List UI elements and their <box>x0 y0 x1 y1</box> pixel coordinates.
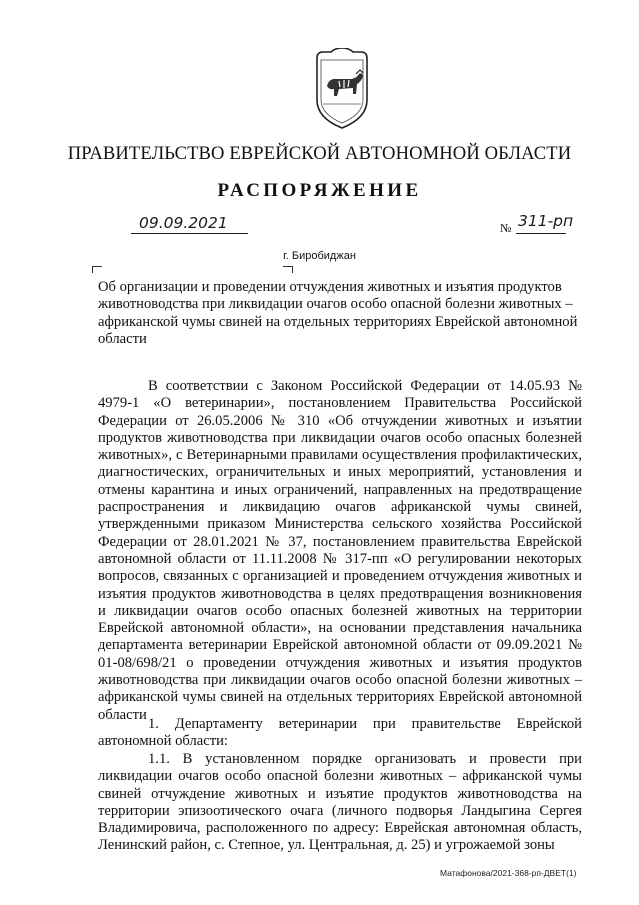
preamble-paragraph: В соответствии с Законом Российской Федерации от 14.05.93 № 4979-1 «О ветеринарии», постановлением Правительства Российской Федерации от 26.05.2006 № 310 «Об отчуждении животных и изъятии продуктов животноводства при ликвидации очагов особо опасных болезней животных», с Ветеринарными правилами осуществления профилактических, диагностических, ограничительных и иных мероприятий, установления и отмены карантина и иных ограничений, направленных на предотвращение распространения и ликвидацию очагов африканской чумы свиней, утвержденными приказом Министерства сельского хозяйства Российской Федерации от 28.01.2021 № 37, постановлением правительства Еврейской автономной области от 11.11.2008 № 317-пп «О регулировании некоторых вопросов, связанных с организацией и проведением отчуждения животных и изъятия продуктов животноводства в целях предотвращения возникновения и ликвидации очагов особо опасных болезней животных на территории Еврейской автономной области», на основании представления начальника департамента ветеринарии Еврейской автономной области от 09.09.2021 № 01-08/698/21 о проведении отчуждения животных и изъятия продуктов животноводства при ликвидации очагов особо опасной болезни животных – африканской чумы свиней на отдельных территориях Еврейской автономной области <box>98 378 582 723</box>
subject-corner-right <box>283 266 293 273</box>
footer-reference: Матафонова/2021-368-рп-ДВЕТ(1) <box>440 868 577 878</box>
subject-title: Об организации и проведении отчуждения животных и изъятия продуктов животноводства при ликвидации очагов особо опасной болезни животных – африканской чумы свиней на отдельных территориях Еврейской автономной области <box>98 279 578 347</box>
document-type: РАСПОРЯЖЕНИЕ <box>217 180 422 201</box>
date-underline <box>131 233 248 234</box>
organization-title: ПРАВИТЕЛЬСТВО ЕВРЕЙСКОЙ АВТОНОМНОЙ ОБЛАСТИ <box>67 143 572 164</box>
item-1-1: 1.1. В установленном порядке организовать и провести при ликвидации очагов особо опасной болезни животных – африканской чумы свиней отчуждение животных и изъятие продуктов животноводства на территории эпизоотического очага (личного подворья Ландыгина Сергея Владимировича, расположенного по адресу: Еврейская автономная область, Ленинский район, с. Степное, ул. Центральная, д. 25) и угрожаемой зоны <box>98 751 582 854</box>
number-prefix: № <box>500 221 512 235</box>
number-underline <box>516 233 566 234</box>
city: г. Биробиджан <box>283 250 356 262</box>
document-number: 311-рп <box>518 212 574 230</box>
subject-corner-left <box>92 266 102 273</box>
item-1: 1. Департаменту ветеринарии при правительстве Еврейской автономной области: <box>98 716 582 750</box>
document-date: 09.09.2021 <box>139 214 228 232</box>
tiger-coat-of-arms-icon <box>309 48 375 130</box>
